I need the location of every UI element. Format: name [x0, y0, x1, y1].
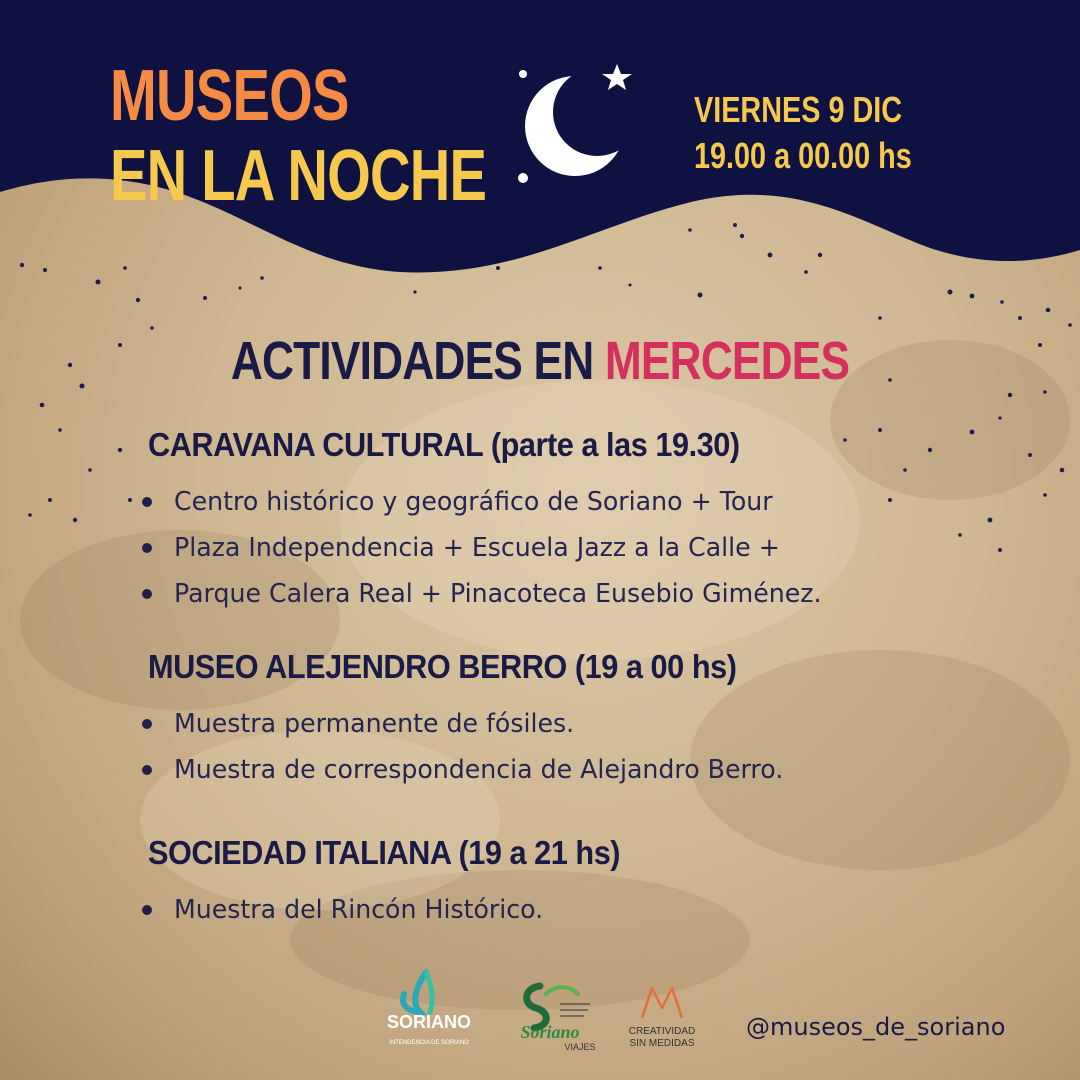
crescent-moon-icon — [515, 60, 645, 190]
list-item: Muestra del Rincón Histórico. — [148, 887, 968, 933]
activities-list — [148, 425, 968, 933]
list-item: Centro histórico y geográfico de Soriano + Tour — [148, 479, 968, 525]
list-item: Parque Calera Real + Pinacoteca Eusebio Giménez. — [148, 571, 968, 617]
section-title-prefix: ACTIVIDADES EN — [230, 331, 605, 391]
activity-group-sociedad-italiana — [148, 833, 968, 933]
logo2-sub: VIAJES — [564, 1042, 596, 1052]
activity-title: SOCIEDAD ITALIANA (19 a 21 hs) — [148, 834, 621, 871]
activity-title: CARAVANA CULTURAL (parte a las 19.30) — [148, 426, 740, 463]
activity-items — [148, 887, 968, 933]
logo1-name: SORIANO — [386, 1012, 472, 1032]
section-title-city: MERCEDES — [604, 331, 850, 391]
activity-items — [148, 701, 968, 793]
soriano-viajes-logo — [500, 980, 600, 1054]
title-line-2: EN LA NOCHE — [110, 136, 487, 216]
date-hours: 19.00 a 00.00 hs — [694, 135, 912, 176]
section-title — [0, 330, 1080, 392]
list-item: Muestra permanente de fósiles. — [148, 701, 968, 747]
star-icon — [602, 64, 632, 90]
list-item: Plaza Independencia + Escuela Jazz a la Calle + — [148, 525, 968, 571]
logo1-sub: INTENDENCIA DE SORIANO — [389, 1040, 469, 1046]
logo3-line2: SIN MEDIDAS — [629, 1038, 695, 1049]
logo2-name: Soriano — [520, 1022, 580, 1042]
event-date — [694, 89, 912, 176]
creatividad-sin-medidas-logo — [622, 982, 702, 1052]
social-handle[interactable]: @museos_de_soriano — [746, 1013, 1006, 1041]
event-title — [110, 56, 487, 216]
intendencia-soriano-logo — [374, 968, 484, 1052]
activity-group-museo-berro — [148, 647, 968, 793]
list-item: Muestra de correspondencia de Alejandro Berro. — [148, 747, 968, 793]
activity-group-caravana — [148, 425, 968, 617]
date-day: VIERNES 9 DIC — [694, 89, 903, 130]
title-line-1: MUSEOS — [110, 56, 349, 136]
activity-items — [148, 479, 968, 617]
activity-title: MUSEO ALEJENDRO BERRO (19 a 00 hs) — [148, 648, 737, 685]
logo3-line1: CREATIVIDAD — [628, 1026, 696, 1037]
